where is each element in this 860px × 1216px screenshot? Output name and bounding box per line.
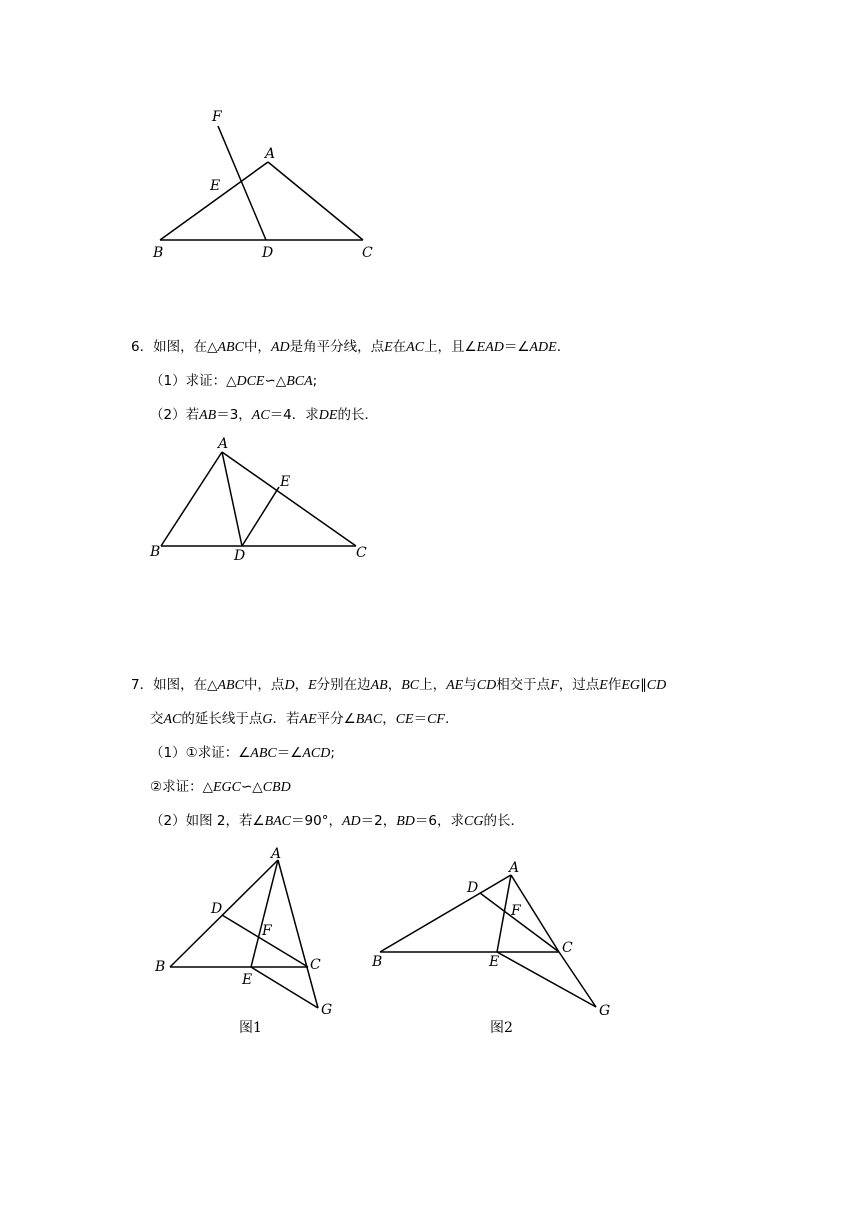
math: ABC	[217, 340, 244, 355]
math: CBD	[262, 780, 291, 795]
problem7-number: 7．	[131, 677, 154, 693]
text: ∽△	[241, 779, 263, 795]
text: 上，且∠	[424, 339, 477, 355]
segment-BA	[160, 162, 268, 240]
math: E	[384, 340, 393, 355]
label-B: B	[150, 544, 161, 560]
segment-BA	[380, 875, 511, 952]
math: AE	[299, 712, 317, 727]
problem7-part1a	[150, 743, 335, 764]
label-D: D	[262, 245, 274, 261]
math: EGC	[213, 780, 241, 795]
math: BD	[396, 814, 415, 829]
problem6-part1	[150, 371, 317, 392]
segment-CG	[559, 952, 596, 1007]
label-B: B	[372, 954, 383, 970]
math: ACD	[302, 746, 331, 761]
figure2-caption: 图2	[490, 1020, 513, 1036]
text: 交	[150, 711, 164, 727]
label-F: F	[262, 923, 272, 939]
text: .	[556, 339, 562, 355]
figure-problem5	[0, 0, 860, 290]
text: 中，点	[243, 677, 285, 693]
figure-problem6	[0, 430, 860, 570]
text: 是角平分线，点	[289, 339, 385, 355]
math: AC	[163, 712, 182, 727]
math: DE	[318, 408, 338, 423]
text: ＝	[413, 711, 428, 727]
figure-problem5-svg	[0, 0, 860, 290]
segment-DE	[242, 487, 279, 546]
label-A: A	[218, 436, 229, 452]
label-C: C	[310, 957, 321, 973]
text: ＝3，	[216, 407, 252, 423]
text: ＝4．求	[269, 407, 319, 423]
math: AB	[370, 678, 388, 693]
segment-AD	[222, 452, 242, 546]
text: .	[444, 711, 450, 727]
math: CD	[476, 678, 497, 693]
segment-AC	[222, 452, 356, 546]
figure-problem7-2-svg	[0, 840, 860, 1050]
text: ，	[382, 711, 396, 727]
text: ＝∠	[503, 339, 530, 355]
math: BAC	[355, 712, 383, 727]
problem6-number: 6．	[131, 339, 154, 355]
figure-problem6-svg	[0, 430, 860, 570]
math: BAC	[264, 814, 292, 829]
problem7-part2	[150, 811, 524, 832]
label-D: D	[234, 548, 246, 564]
label-D: D	[467, 880, 479, 896]
segment-BA	[161, 452, 222, 546]
label-A: A	[509, 860, 520, 876]
label-G: G	[321, 1002, 333, 1018]
text: ＝6，求	[414, 813, 464, 829]
math: CG	[464, 814, 484, 829]
text: 的长．	[337, 407, 378, 423]
text: ，	[294, 677, 309, 693]
text: 平分∠	[316, 711, 356, 727]
label-C: C	[362, 245, 373, 261]
math: E	[599, 678, 608, 693]
label-G: G	[599, 1003, 611, 1019]
math: EAD	[476, 340, 504, 355]
text: （2）若	[150, 407, 200, 423]
math: BCA	[286, 374, 313, 389]
math: G	[262, 712, 273, 727]
text: ;	[330, 745, 335, 761]
text: 如图，在△	[153, 339, 218, 355]
label-E: E	[489, 954, 500, 970]
label-F: F	[212, 109, 222, 125]
math: CF	[427, 712, 445, 727]
label-E: E	[210, 178, 221, 194]
text: 的延长线于点	[181, 711, 263, 727]
math: AE	[446, 678, 464, 693]
label-E: E	[280, 474, 291, 490]
text: ;	[312, 373, 318, 389]
text: （2）如图 2，若∠	[150, 813, 265, 829]
segment-EG	[497, 952, 596, 1007]
label-B: B	[153, 245, 164, 261]
segment-FD	[218, 126, 266, 240]
segment-AE	[497, 875, 511, 952]
label-D: D	[211, 901, 223, 917]
math: AC	[251, 408, 270, 423]
segment-AC	[268, 162, 363, 240]
math: E	[308, 678, 317, 693]
text: 中，	[243, 339, 271, 355]
problem7-statement	[131, 675, 666, 696]
math: D	[284, 678, 295, 693]
problem7-statement-cont	[150, 709, 449, 730]
text: ∽△	[264, 373, 287, 389]
math: AC	[406, 340, 425, 355]
problem6-statement	[131, 337, 561, 358]
text: 如图，在△	[153, 677, 218, 693]
math: CD	[646, 678, 667, 693]
label-C: C	[356, 545, 367, 561]
text: ②求证：△	[150, 779, 213, 795]
text: ．若	[272, 711, 300, 727]
text: 作	[607, 677, 622, 693]
math: CE	[395, 712, 414, 727]
text: ＝2，	[360, 813, 397, 829]
math: F	[550, 678, 559, 693]
label-C: C	[562, 940, 573, 956]
text: 分别在边	[316, 677, 371, 693]
math: AD	[270, 340, 290, 355]
figure1-caption: 图1	[239, 1020, 262, 1036]
problem6-part2	[150, 405, 378, 426]
text: （1）求证：△	[150, 373, 237, 389]
text: 的长．	[483, 813, 524, 829]
math: AB	[199, 408, 217, 423]
text: ∥	[639, 677, 647, 693]
figure-problem7-2	[0, 840, 860, 1050]
label-B: B	[155, 959, 166, 975]
text: （1）①求证：∠	[150, 745, 251, 761]
text: ，	[387, 677, 402, 693]
text: 与	[463, 677, 477, 693]
label-E: E	[242, 972, 253, 988]
label-F: F	[511, 903, 521, 919]
label-A: A	[265, 146, 276, 162]
text: 相交于点	[496, 677, 551, 693]
math: ADE	[529, 340, 557, 355]
math: DCE	[236, 374, 265, 389]
problem7-part1b	[150, 777, 291, 798]
segment-DC	[480, 893, 559, 952]
math: AD	[341, 814, 361, 829]
text: ，过点	[558, 677, 600, 693]
label-A: A	[271, 846, 282, 862]
math: EG	[621, 678, 640, 693]
text: 在	[392, 339, 407, 355]
text: ＝90°，	[291, 813, 342, 829]
text: 上，	[419, 677, 447, 693]
math: ABC	[250, 746, 277, 761]
math: BC	[401, 678, 420, 693]
math: ABC	[217, 678, 244, 693]
text: ＝∠	[276, 745, 303, 761]
